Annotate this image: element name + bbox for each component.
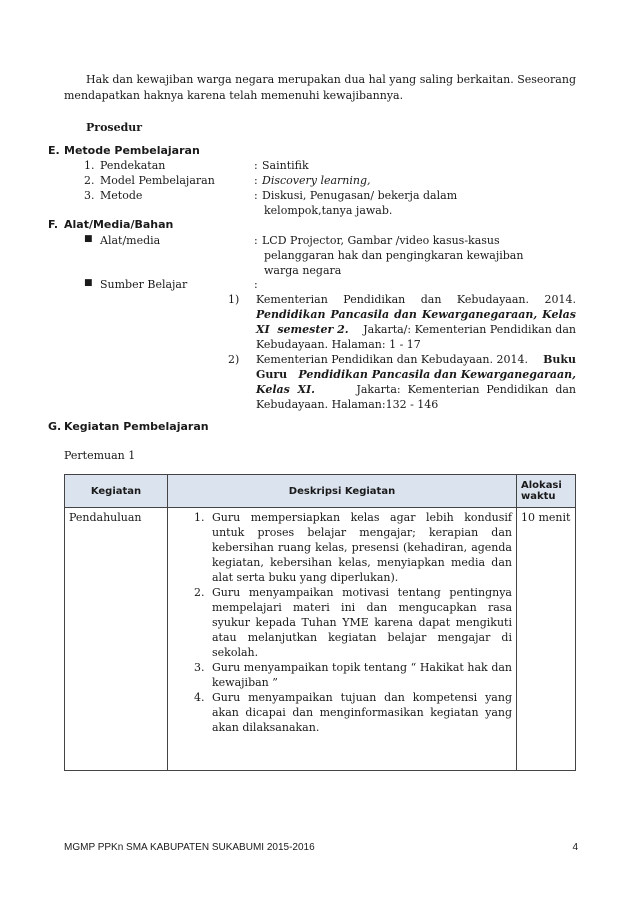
deskripsi-list (172, 510, 512, 735)
page-number: 4 (572, 842, 578, 853)
source-1-line-3 (256, 322, 576, 337)
source-2-line-4: Kebudayaan. Halaman:132 - 146 (256, 398, 439, 411)
alat-line-1: LCD Projector, Gambar /video kasus-kasus (262, 234, 500, 247)
source-2-author: Kementerian Pendidikan dan Kebudayaan. 2014. (256, 353, 528, 366)
source-2-title: Pendidikan Pancasila dan Kewarganegaraan, (298, 368, 576, 381)
method-3-label: Metode (100, 189, 143, 202)
method-3-colon: : (254, 189, 258, 202)
source-2-line-2 (256, 367, 576, 382)
source-1-line-2: Pendidikan Pancasila dan Kewarganegaraan, Kelas (256, 308, 576, 321)
source-1-num: 1) (228, 293, 240, 306)
sumber-colon: : (254, 278, 258, 291)
method-1-num: 1. (84, 159, 95, 172)
source-1-publisher: Jakarta/: Kementerian Pendidikan dan (359, 323, 576, 336)
square-bullet-icon: ■ (84, 234, 93, 244)
header-kegiatan: Kegiatan (65, 475, 168, 508)
section-g-letter: G. (48, 420, 62, 433)
table-header-row (65, 475, 576, 508)
row-deskripsi (168, 508, 517, 771)
source-2-line-3 (256, 382, 576, 397)
alat-line-2: pelanggaran hak dan pengingkaran kewajiban (264, 249, 524, 262)
source-1-line-4: Kebudayaan. Halaman: 1 - 17 (256, 338, 421, 351)
method-3-value-cont: kelompok,tanya jawab. (264, 204, 393, 217)
intro-line-2: mendapatkan haknya karena telah memenuhi kewajibannya. (64, 89, 404, 102)
method-1-label: Pendekatan (100, 159, 166, 172)
list-item: 4. Guru menyampaikan tujuan dan kompetensi yang akan dicapai dan menginformasikan kegiatan yang akan dilaksanakan. (208, 690, 512, 735)
prosedur-heading: Prosedur (86, 121, 143, 134)
section-e-title: Metode Pembelajaran (64, 144, 200, 157)
method-1-value: Saintifik (262, 159, 309, 172)
alat-colon: : (254, 234, 258, 247)
section-f-letter: F. (48, 218, 59, 231)
sumber-label: Sumber Belajar (100, 278, 188, 291)
header-deskripsi: Deskripsi Kegiatan (168, 475, 517, 508)
row-alokasi: 10 menit (517, 508, 576, 771)
footer-text: MGMP PPKn SMA KABUPATEN SUKABUMI 2015-2016 (64, 842, 315, 853)
source-2-publisher: Jakarta: Kementerian Pendidikan dan (352, 383, 576, 396)
method-2-value: Discovery learning, (262, 174, 371, 187)
source-2-guru: Guru (256, 368, 292, 381)
source-2-buku: Buku (543, 353, 576, 366)
source-2-kelas: Kelas XI. (256, 383, 315, 396)
row-kegiatan: Pendahuluan (65, 508, 168, 771)
alat-label: Alat/media (100, 234, 161, 247)
method-1-colon: : (254, 159, 258, 172)
source-1-title-end: XI semester 2. (256, 323, 349, 336)
method-2-num: 2. (84, 174, 95, 187)
list-item: 2. Guru menyampaikan motivasi tentang pentingnya mempelajari materi ini dan mengucapkan rasa syukur kepada Tuhan YME karena dapat mengikuti atau melanjutkan kegiatan belajar mengajar di sekolah. (208, 585, 512, 660)
method-2-label: Model Pembelajaran (100, 174, 215, 187)
alat-line-3: warga negara (264, 264, 342, 277)
section-e-letter: E. (48, 144, 60, 157)
intro-line-1: Hak dan kewajiban warga negara merupakan dua hal yang saling berkaitan. Seseorang (86, 73, 576, 86)
source-2-line-1 (256, 352, 576, 367)
method-2-colon: : (254, 174, 258, 187)
kegiatan-table (64, 474, 576, 771)
header-alokasi: Alokasi waktu (517, 475, 576, 508)
list-item: 1. Guru mempersiapkan kelas agar lebih kondusif untuk proses belajar mengajar; kerapian dan kebersihan ruang kelas, presensi (kehadiran, agenda kegiatan, kebersihan kelas, menyiapkan media dan alat serta buku yang diperlukan). (208, 510, 512, 585)
section-g-title: Kegiatan Pembelajaran (64, 420, 209, 433)
source-1-line-1: Kementerian Pendidikan dan Kebudayaan. 2014. (256, 293, 576, 306)
meeting-label: Pertemuan 1 (64, 449, 136, 462)
section-f-title: Alat/Media/Bahan (64, 218, 174, 231)
method-3-value: Diskusi, Penugasan/ bekerja dalam (262, 189, 458, 202)
table-row (65, 508, 576, 771)
list-item: 3. Guru menyampaikan topik tentang “ Hakikat hak dan kewajiban ” (208, 660, 512, 690)
square-bullet-icon: ■ (84, 278, 93, 288)
method-3-num: 3. (84, 189, 95, 202)
source-2-num: 2) (228, 353, 240, 366)
